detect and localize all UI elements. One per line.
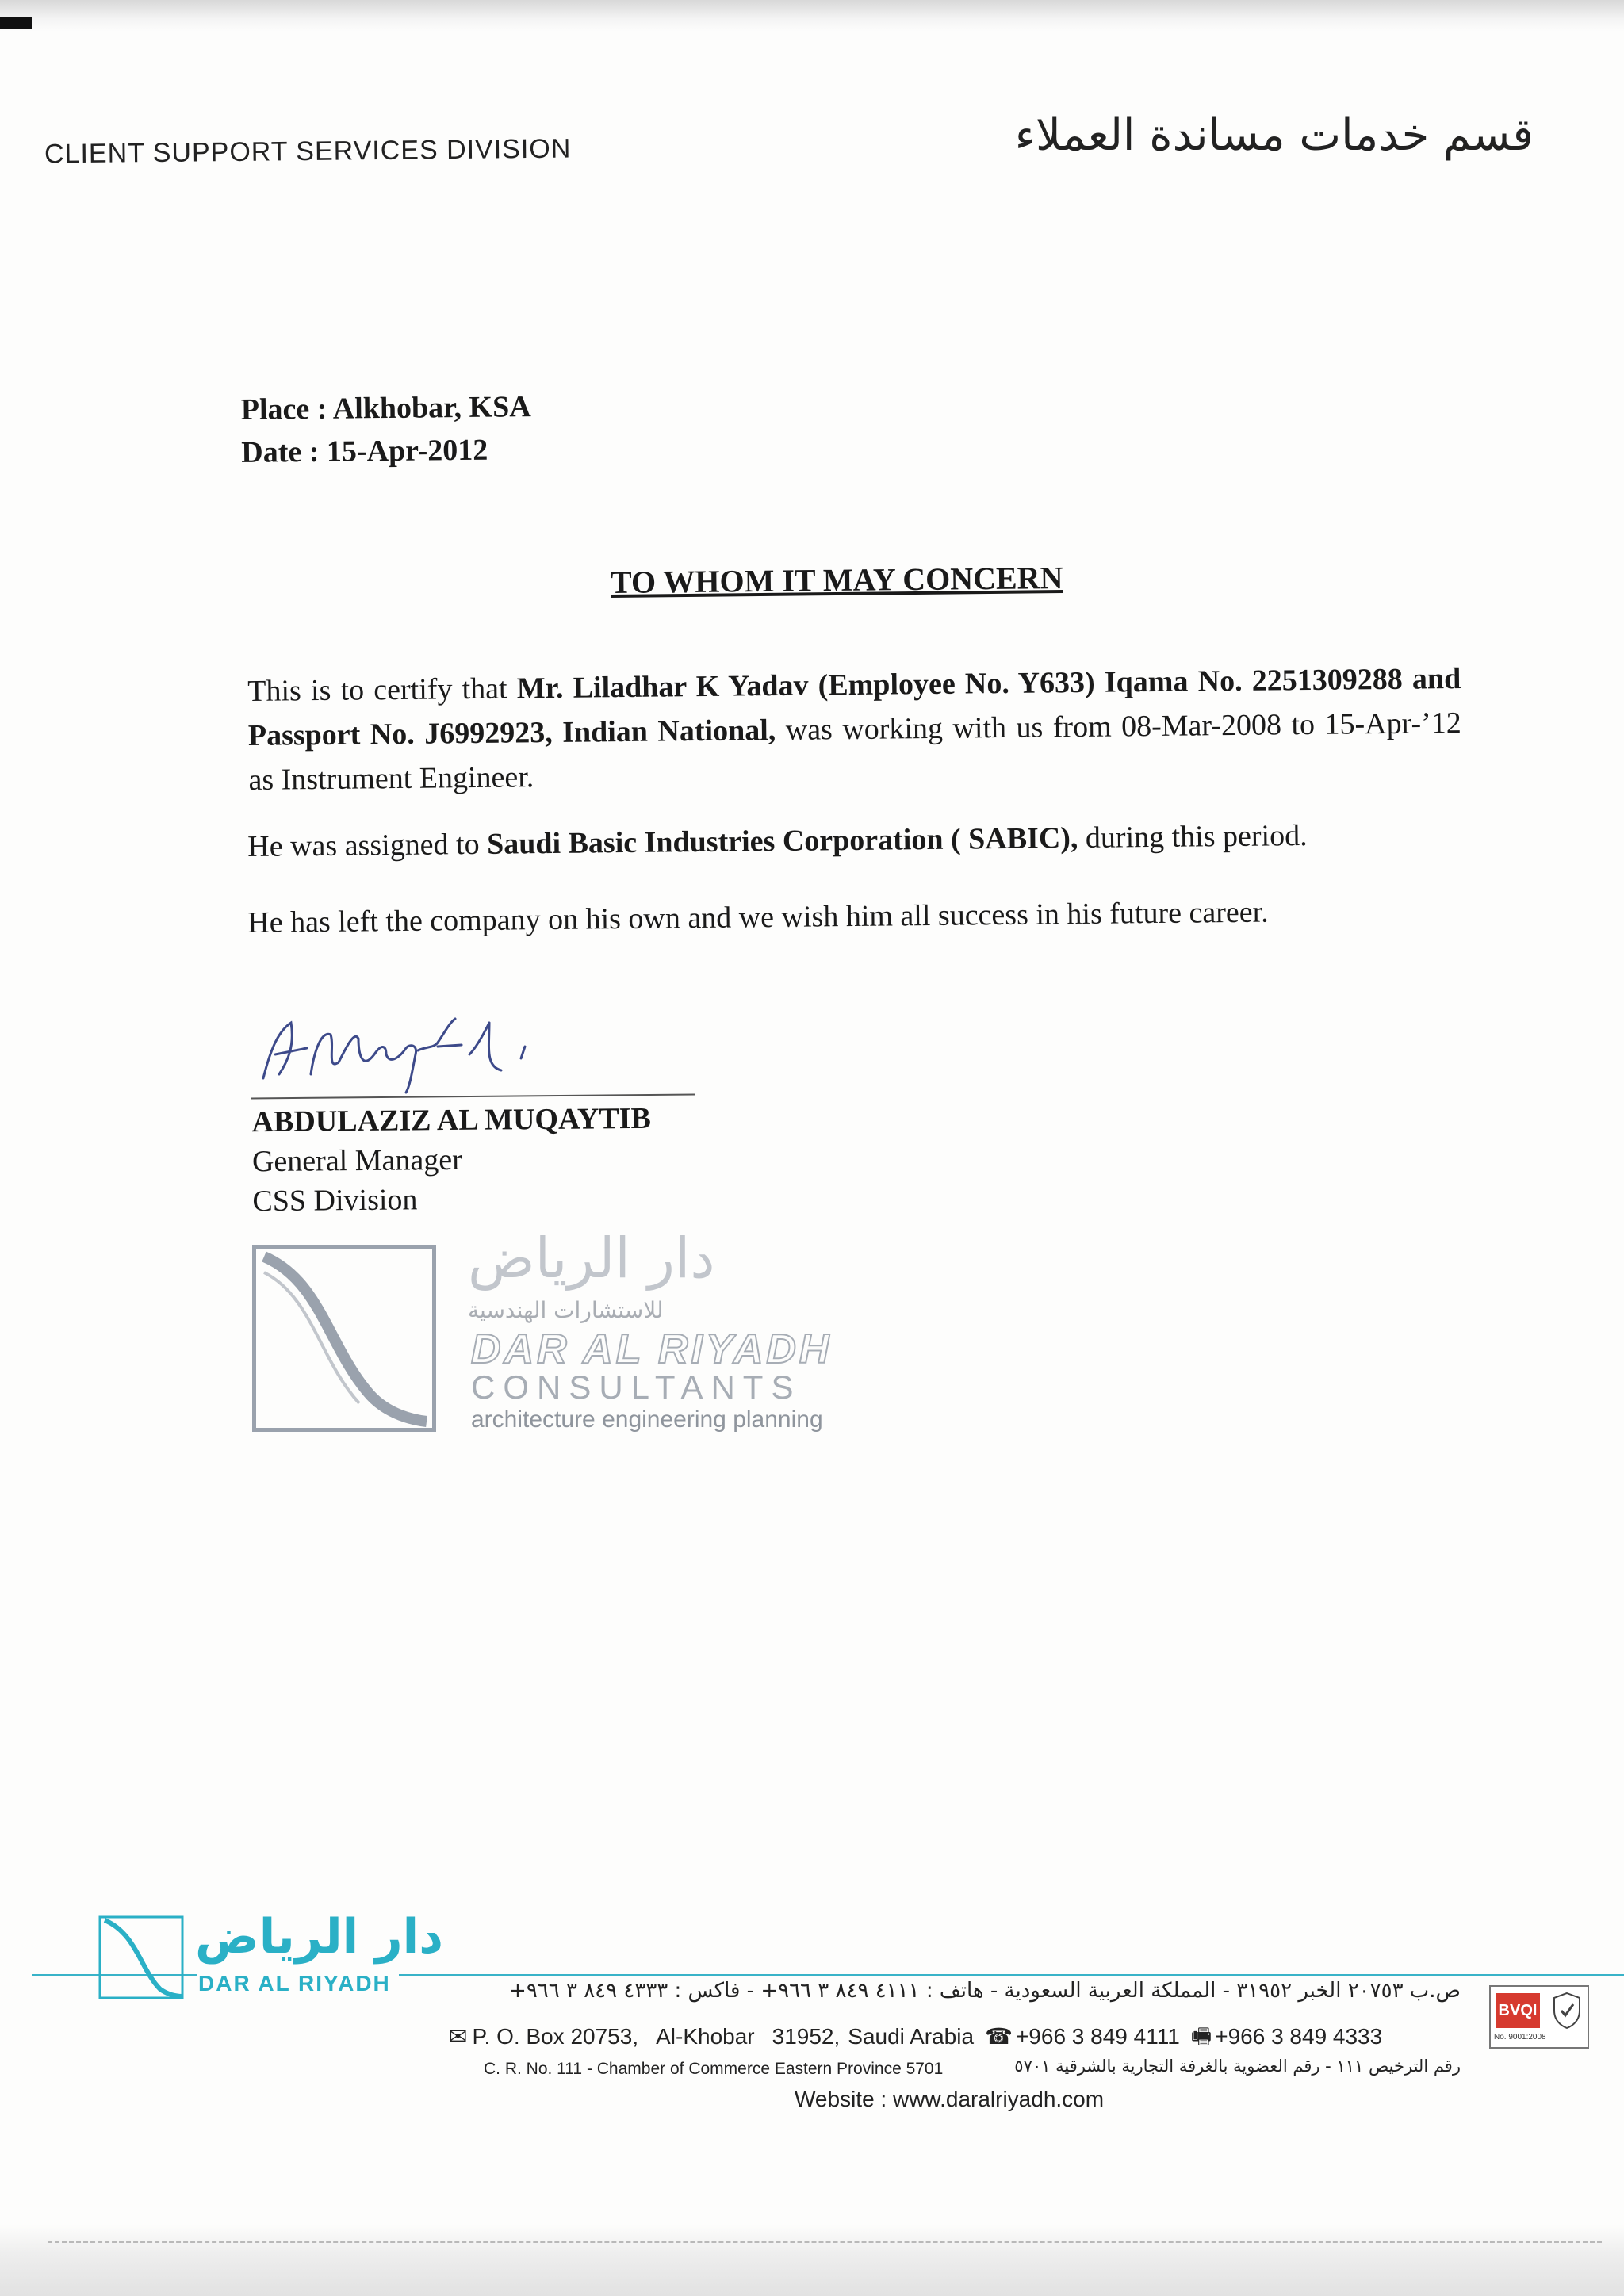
stamp-arabic-sub: للاستشارات الهندسية (468, 1297, 664, 1323)
date-line (241, 428, 532, 474)
letter-meta (240, 385, 531, 474)
scan-mark (0, 17, 32, 29)
signatory-name: ABDULAZIZ AL MUQAYTIB (251, 1101, 652, 1139)
certification-badge (1489, 1985, 1589, 2049)
stamp-english-name: DAR AL RIYADH (471, 1326, 833, 1372)
stamp-english-sub: CONSULTANTS (471, 1368, 802, 1406)
footer-country: Saudi Arabia (848, 2024, 975, 2049)
paragraph-assignment (247, 812, 1461, 869)
footer-website: Website : www.daralriyadh.com (795, 2087, 1105, 2111)
footer-address-english (449, 2020, 1382, 2058)
footer-address-arabic: ص.ب ٢٠٧٥٣ الخبر ٣١٩٥٢ - المملكة العربية السعودية - هاتف : ٤١١١ ٨٤٩ ٣ ٩٦٦+ - فاكس : ٤٣٣٣ ٨٤٩ ٣ ٩٦٦+ (509, 1979, 1461, 2003)
footer-phone: +966 3 849 4111 (1015, 2024, 1180, 2049)
stamp-arabic-name: دار الرياض (468, 1226, 715, 1291)
date-label: Date : (241, 434, 320, 469)
p1-bold: Mr. Liladhar K Yadav (Employee No. Y633) Iqama No. 2251309288 and Passport No. J6992923, Indian National, (247, 661, 1461, 752)
signatory-department: CSS Division (252, 1183, 418, 1219)
footer-cr-arabic: رقم الترخيص ١١١ - رقم العضوية بالغرفة التجارية بالشرقية ٥٧٠١ (1014, 2057, 1461, 2076)
footer-po-box: P. O. Box 20753, (472, 2024, 639, 2049)
paragraph-certification (247, 656, 1462, 802)
footer-city: Al-Khobar (656, 2024, 755, 2049)
paragraph-closing: He has left the company on his own and we wish him all success in his future career. (247, 895, 1269, 939)
footer-cr-english: C. R. No. 111 - Chamber of Commerce Eastern Province 5701 (484, 2060, 944, 2078)
cert-number: No. 9001:2008 (1494, 2033, 1546, 2042)
place-line (240, 385, 531, 431)
cert-shield-icon (1551, 1992, 1583, 2030)
place-label: Place : (240, 392, 327, 427)
letter-subject: TO WHOM IT MAY CONCERN (610, 560, 1063, 600)
header-division-en: CLIENT SUPPORT SERVICES DIVISION (44, 133, 572, 170)
handwritten-signature (247, 999, 660, 1094)
footer-logo-arabic: دار الرياض (195, 1909, 443, 1965)
scan-dash-line (48, 2241, 1602, 2243)
footer-postal: 31952, (772, 2024, 841, 2049)
footer-logo-english: DAR AL RIYADH (197, 1971, 399, 1996)
phone-icon: ☎ (985, 2023, 1013, 2049)
cert-logo: BVQI (1496, 1993, 1540, 2028)
scan-edge-top (0, 0, 1624, 32)
place-value: Alkhobar, KSA (332, 390, 531, 426)
p1-intro: This is to certify that (247, 672, 518, 708)
scan-edge-bottom (0, 2225, 1624, 2296)
p2-intro: He was assigned to (247, 827, 488, 863)
footer-fax: +966 3 849 4333 (1215, 2024, 1383, 2049)
mail-icon: ✉ (449, 2023, 468, 2049)
stamp-logo-box (252, 1245, 436, 1432)
p2-rest: during this period. (1078, 819, 1308, 855)
footer-logo-icon (97, 1914, 186, 2001)
header-division-ar: قسم خدمات مساندة العملاء (1014, 109, 1534, 161)
stamp-swoosh-icon (256, 1249, 432, 1428)
date-value: 15-Apr-2012 (326, 433, 488, 469)
signatory-block (251, 1099, 652, 1221)
signatory-title: General Manager (251, 1142, 462, 1179)
stamp-tagline: architecture engineering planning (471, 1406, 823, 1433)
p2-bold: Saudi Basic Industries Corporation ( SABIC), (486, 821, 1078, 861)
fax-icon: 🖷 (1190, 2023, 1212, 2049)
p1-rest: was working with us from 08-Mar-2008 to 15-Apr-’12 as Instrument Engineer. (248, 706, 1461, 797)
company-stamp (247, 1226, 850, 1443)
